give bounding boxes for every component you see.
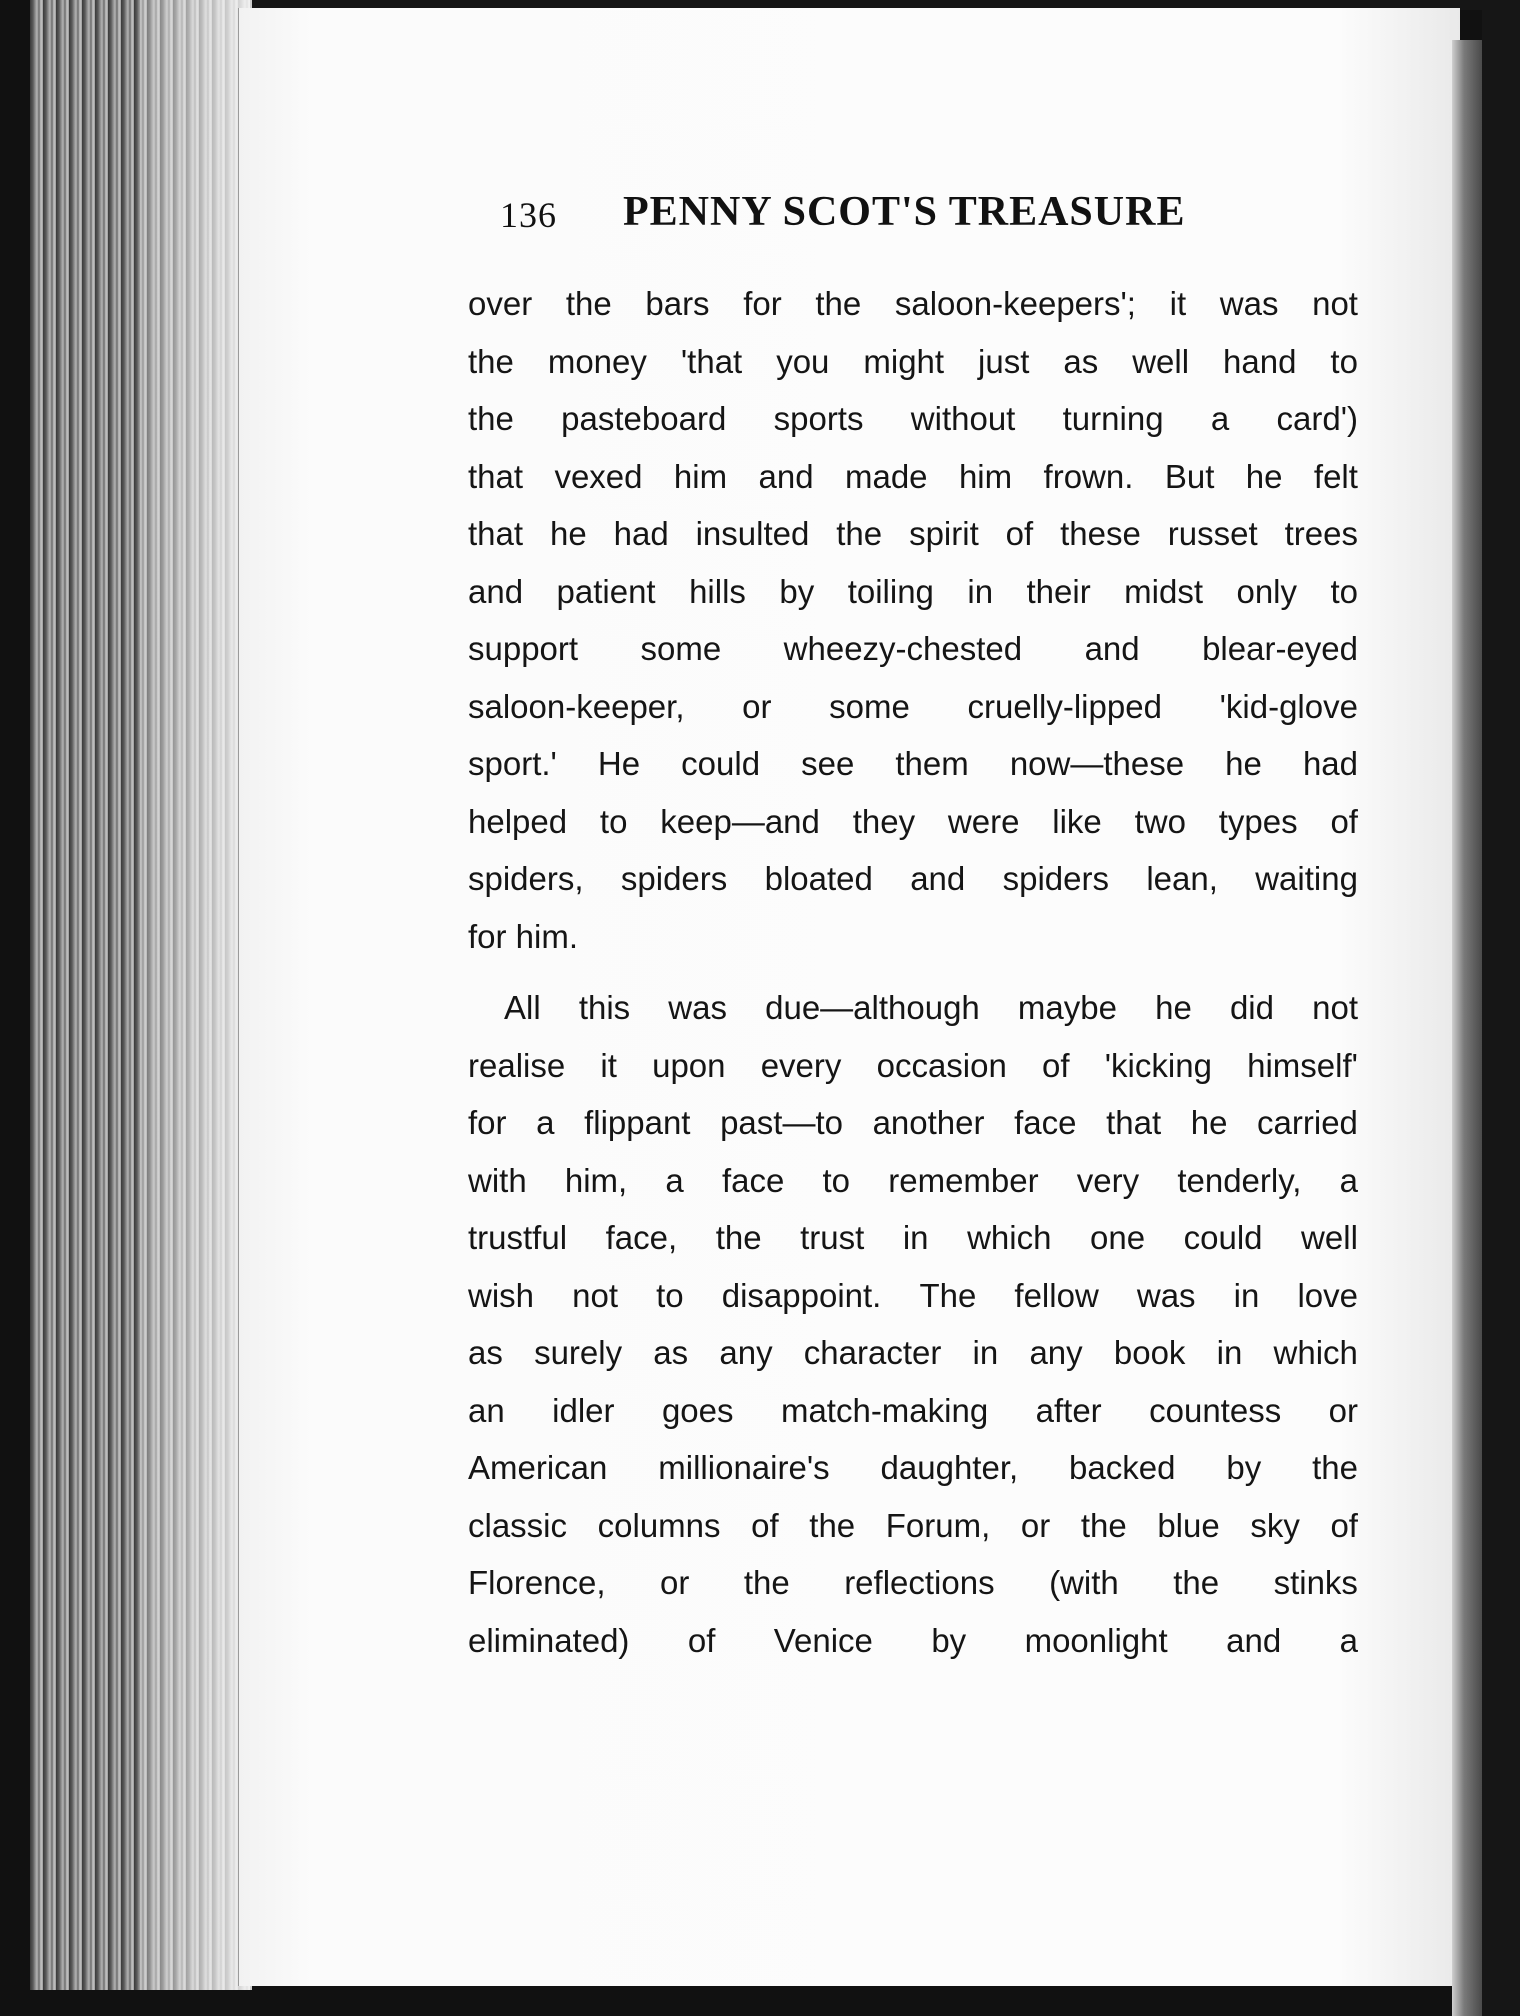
text-line: classic columns of the Forum, or the blue sky of [468, 1506, 1358, 1544]
text-line: that he had insulted the spirit of these russet trees [468, 515, 1358, 552]
running-head [500, 188, 1240, 248]
text-line: with him, a face to remember very tenderly, a [468, 1161, 1358, 1199]
book-title: PENNY SCOT'S TREASURE [623, 189, 1186, 235]
page-edges [30, 0, 252, 1990]
text-line: an idler goes match-making after countess or [468, 1391, 1358, 1429]
text-line: for a flippant past—to another face that he carried [468, 1104, 1358, 1141]
text-line: spiders, spiders bloated and spiders lean, waiting [468, 860, 1358, 897]
text-line: that vexed him and made him frown. But he felt [468, 457, 1358, 495]
text-line: Florence, or the reflections (with the stinks [468, 1564, 1358, 1601]
gutter-line [238, 8, 239, 1986]
body-text [468, 275, 1358, 1669]
text-line: and patient hills by toiling in their midst only to [468, 572, 1358, 610]
paragraph-1 [468, 275, 1358, 965]
text-line: the pasteboard sports without turning a card') [468, 400, 1358, 437]
text-line: wish not to disappoint. The fellow was in love [468, 1276, 1358, 1314]
text-line: support some wheezy-chested and blear-eyed [468, 630, 1358, 667]
text-line: realise it upon every occasion of 'kicking himself' [468, 1046, 1358, 1084]
text-line: American millionaire's daughter, backed by the [468, 1449, 1358, 1486]
text-line: eliminated) of Venice by moonlight and a [468, 1621, 1358, 1659]
text-line: All this was due—although maybe he did not [504, 989, 1358, 1026]
text-line: the money 'that you might just as well hand to [468, 342, 1358, 380]
text-line: trustful face, the trust in which one could well [468, 1219, 1358, 1256]
right-page-edge [1452, 40, 1482, 2016]
right-border [1482, 0, 1520, 2016]
page-number: 136 [500, 195, 557, 235]
paragraph-2 [468, 979, 1358, 1669]
text-line: as surely as any character in any book in which [468, 1334, 1358, 1371]
text-line: sport.' He could see them now—these he had [468, 745, 1358, 782]
text-line: over the bars for the saloon-keepers'; it was not [468, 285, 1358, 322]
text-line: saloon-keeper, or some cruelly-lipped 'kid-glove [468, 687, 1358, 725]
text-line: for him. [468, 917, 579, 955]
text-line: helped to keep—and they were like two types of [468, 802, 1358, 840]
